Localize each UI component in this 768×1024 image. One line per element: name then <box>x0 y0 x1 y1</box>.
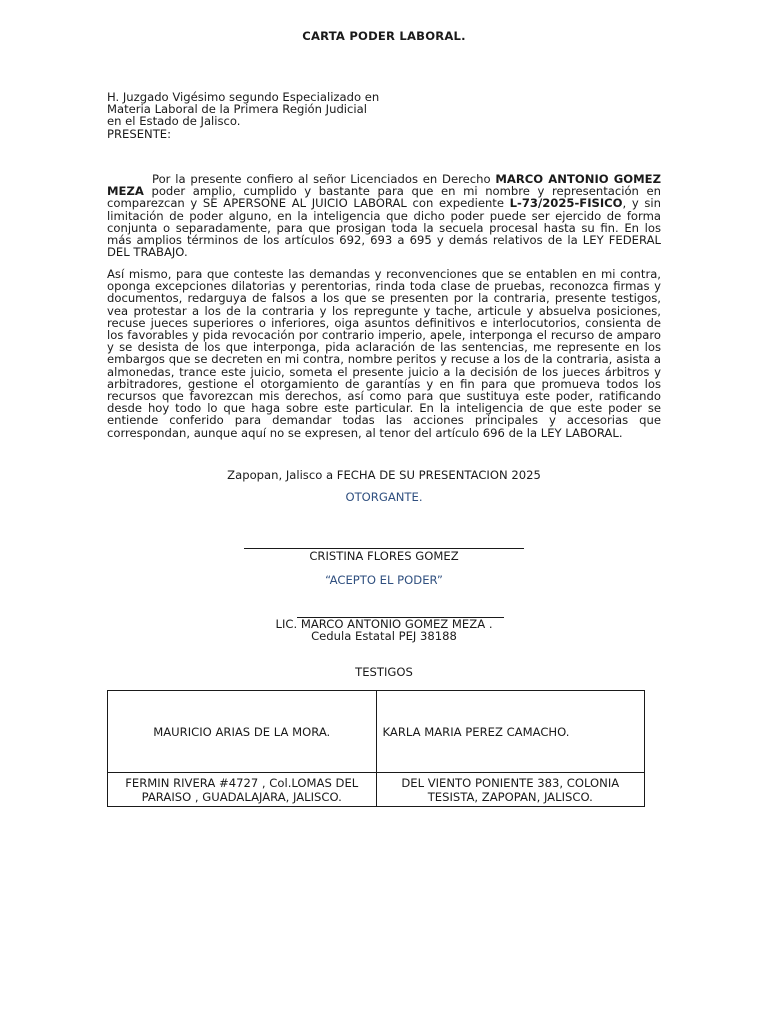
table-row <box>108 691 645 773</box>
witness-address: FERMIN RIVERA #4727 , Col.LOMAS DEL PARAISO , GUADALAJARA, JALISCO. <box>108 773 377 807</box>
otorgante-name: CRISTINA FLORES GOMEZ <box>309 549 459 563</box>
date-line: Zapopan, Jalisco a FECHA DE SU PRESENTACION 2025 <box>227 468 541 482</box>
paragraph-text: , y sin limitación de poder alguno, en la inteligencia que dicho poder puede ser ejercido de forma conjunta o separadamente, para que prosigan toda la secuela procesal hasta su fin. En los más amplios términos de los artículos 692, 693 a 695 y demás relativos de la LEY FEDERAL DEL TRABAJO. <box>107 196 661 260</box>
apoderado-name: LIC. MARCO ANTONIO GOMEZ MEZA . <box>275 617 493 631</box>
paragraph-powers: Así mismo, para que conteste las demandas y reconvenciones que se entablen en mi contra, oponga excepciones dilatorias y perentorias, rinda toda clase de pruebas, reconozca firmas y documentos, redarguya de falsos a los que se presenten por la contraria, presente testigos, vea protestar a los de la contraria y los repregunte y tache, articule y absuelva posiciones, recuse jueces superiores o inferiores, oiga asuntos definitivos e interlocutorios, consienta de los favorables y pida revocación por contrario imperio, apele, interponga el recurso de amparo y se desista de los que interponga, pida aclaración de las sentencias, me represente en los embargos que se decreten en mi contra, nombre peritos y recuse a los de la contraria, asista a almonedas, trance este juicio, someta el presente juicio a la decisión de los jueces árbitros y arbitradores, gestione el otorgamiento de garantías y en fin para que promueva todos los recursos que favorezcan mis derechos, así como para que sustituya este poder, ratificando desde hoy todo lo que haga sobre este particular. En la inteligencia de que este poder se entiende conferido para demandar todas las acciones principales y accesorias que correspondan, aunque aquí no se expresen, al tenor del artículo 696 de la LEY LABORAL. <box>107 267 661 440</box>
witness-name: MAURICIO ARIAS DE LA MORA. <box>108 691 377 773</box>
document-title: CARTA PODER LABORAL. <box>302 29 466 43</box>
addressee-line: en el Estado de Jalisco. <box>107 114 241 129</box>
witness-address: DEL VIENTO PONIENTE 383, COLONIA TESISTA, ZAPOPAN, JALISCO. <box>376 773 645 807</box>
witness-name: KARLA MARIA PEREZ CAMACHO. <box>376 691 645 773</box>
addressee-block <box>107 91 667 140</box>
paragraph-text: Por la presente confiero al señor Licenciados en Derecho <box>152 172 496 186</box>
otorgante-label: OTORGANTE. <box>345 490 423 504</box>
addressee-line: H. Juzgado Vigésimo segundo Especializado en <box>107 90 380 104</box>
table-row <box>108 773 645 807</box>
paragraph-text: poder amplio, cumplido y bastante para que en mi nombre y representación en comparezcan y SE APERSONE AL JUICIO LABORAL con expediente <box>107 184 661 211</box>
case-number-bold: L-73/2025-FISICO <box>509 196 623 211</box>
addressee-line: PRESENTE: <box>107 126 172 141</box>
acepto-label: “ACEPTO EL PODER” <box>325 573 443 587</box>
witnesses-table <box>107 690 645 807</box>
paragraph-grant <box>107 173 661 258</box>
addressee-line: Materia Laboral de la Primera Región Judicial <box>107 102 367 117</box>
apoderado-cedula: Cedula Estatal PEJ 38188 <box>311 629 457 643</box>
testigos-label: TESTIGOS <box>355 665 413 679</box>
attorney-name-bold: MARCO ANTONIO GOMEZ MEZA <box>107 172 661 199</box>
